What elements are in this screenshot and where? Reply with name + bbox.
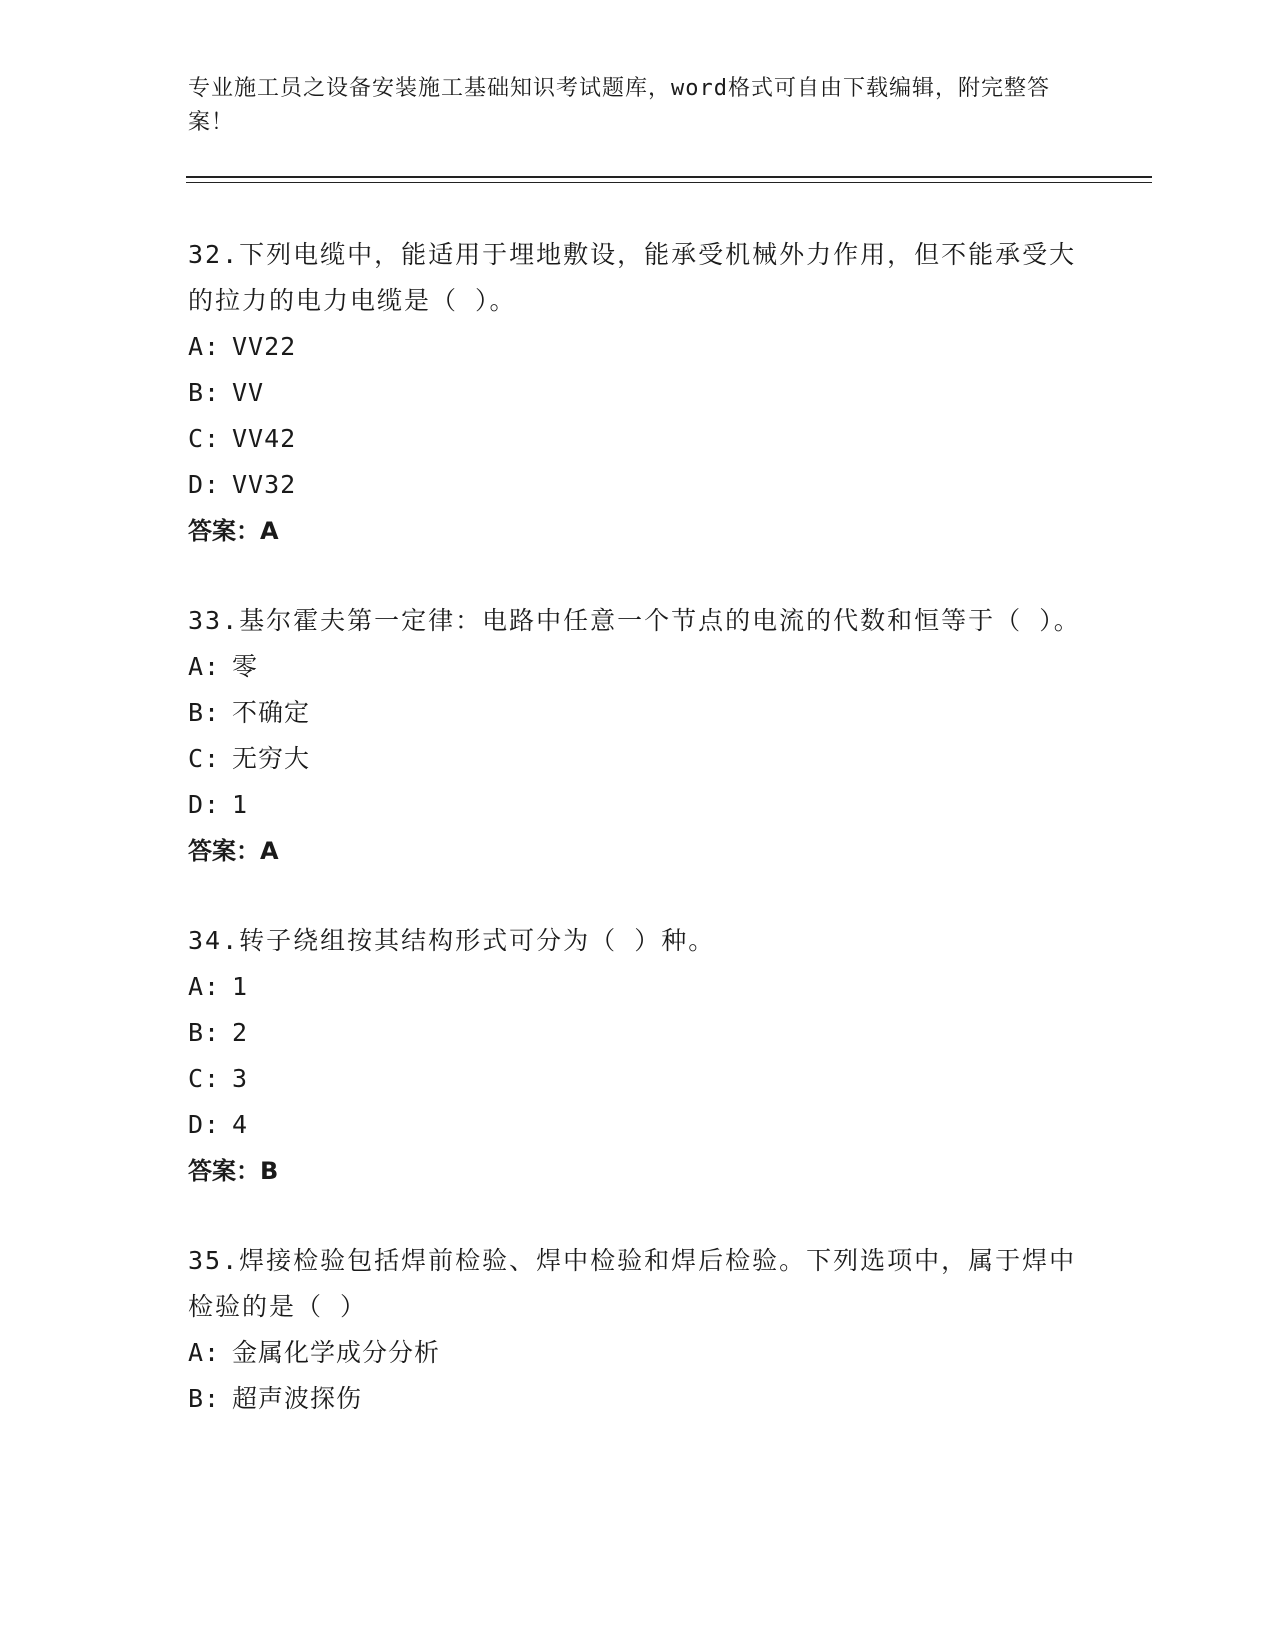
question-stem: 32.下列电缆中，能适用于埋地敷设，能承受机械外力作用，但不能承受大的拉力的电力电缆是（ ）。: [188, 240, 1077, 315]
option-text: VV: [232, 378, 265, 407]
option-a: [188, 1330, 1088, 1376]
option-b: [188, 690, 1088, 736]
option-text: 4: [232, 1110, 249, 1139]
question-stem: 35.焊接检验包括焊前检验、焊中检验和焊后检验。下列选项中，属于焊中检验的是（ ）: [188, 1246, 1077, 1321]
answer-label: 答案：A: [188, 837, 279, 865]
option-text: 不确定: [232, 698, 311, 727]
header-rule: [186, 176, 1152, 178]
option-key: A:: [188, 332, 221, 361]
question-35: [188, 1238, 1088, 1422]
question-stem: 33.基尔霍夫第一定律：电路中任意一个节点的电流的代数和恒等于（ ）。: [188, 606, 1081, 635]
option-d: [188, 782, 1088, 828]
page-header-text: 专业施工员之设备安装施工基础知识考试题库，word格式可自由下载编辑，附完整答案！: [188, 76, 1050, 135]
option-text: VV42: [232, 424, 297, 453]
option-text: 零: [232, 652, 259, 681]
option-key: D:: [188, 470, 221, 499]
question-32: [188, 232, 1088, 554]
option-text: 超声波探伤: [232, 1384, 363, 1413]
option-c: [188, 1056, 1088, 1102]
question-33: [188, 598, 1088, 874]
option-text: 金属化学成分分析: [232, 1338, 441, 1367]
option-key: C:: [188, 424, 221, 453]
answer-label: 答案：B: [188, 1157, 279, 1185]
option-c: [188, 416, 1088, 462]
option-c: [188, 736, 1088, 782]
option-d: [188, 462, 1088, 508]
option-b: [188, 1376, 1088, 1422]
answer-label: 答案：A: [188, 517, 279, 545]
option-key: B:: [188, 378, 221, 407]
header-rule-thin: [186, 182, 1152, 183]
option-d: [188, 1102, 1088, 1148]
option-text: 无穷大: [232, 744, 311, 773]
question-stem: 34.转子绕组按其结构形式可分为（ ）种。: [188, 926, 716, 955]
option-key: D:: [188, 1110, 221, 1139]
option-key: D:: [188, 790, 221, 819]
option-text: 1: [232, 790, 249, 819]
option-text: 2: [232, 1018, 249, 1047]
option-key: C:: [188, 744, 221, 773]
option-text: 1: [232, 972, 249, 1001]
option-key: C:: [188, 1064, 221, 1093]
option-key: A:: [188, 972, 221, 1001]
option-key: B:: [188, 1018, 221, 1047]
option-a: [188, 964, 1088, 1010]
option-a: [188, 644, 1088, 690]
option-b: [188, 1010, 1088, 1056]
option-text: VV22: [232, 332, 297, 361]
option-b: [188, 370, 1088, 416]
option-key: A:: [188, 652, 221, 681]
option-key: B:: [188, 1384, 221, 1413]
option-a: [188, 324, 1088, 370]
question-list: [188, 232, 1088, 1466]
question-34: [188, 918, 1088, 1194]
option-text: 3: [232, 1064, 249, 1093]
option-key: B:: [188, 698, 221, 727]
option-key: A:: [188, 1338, 221, 1367]
option-text: VV32: [232, 470, 297, 499]
